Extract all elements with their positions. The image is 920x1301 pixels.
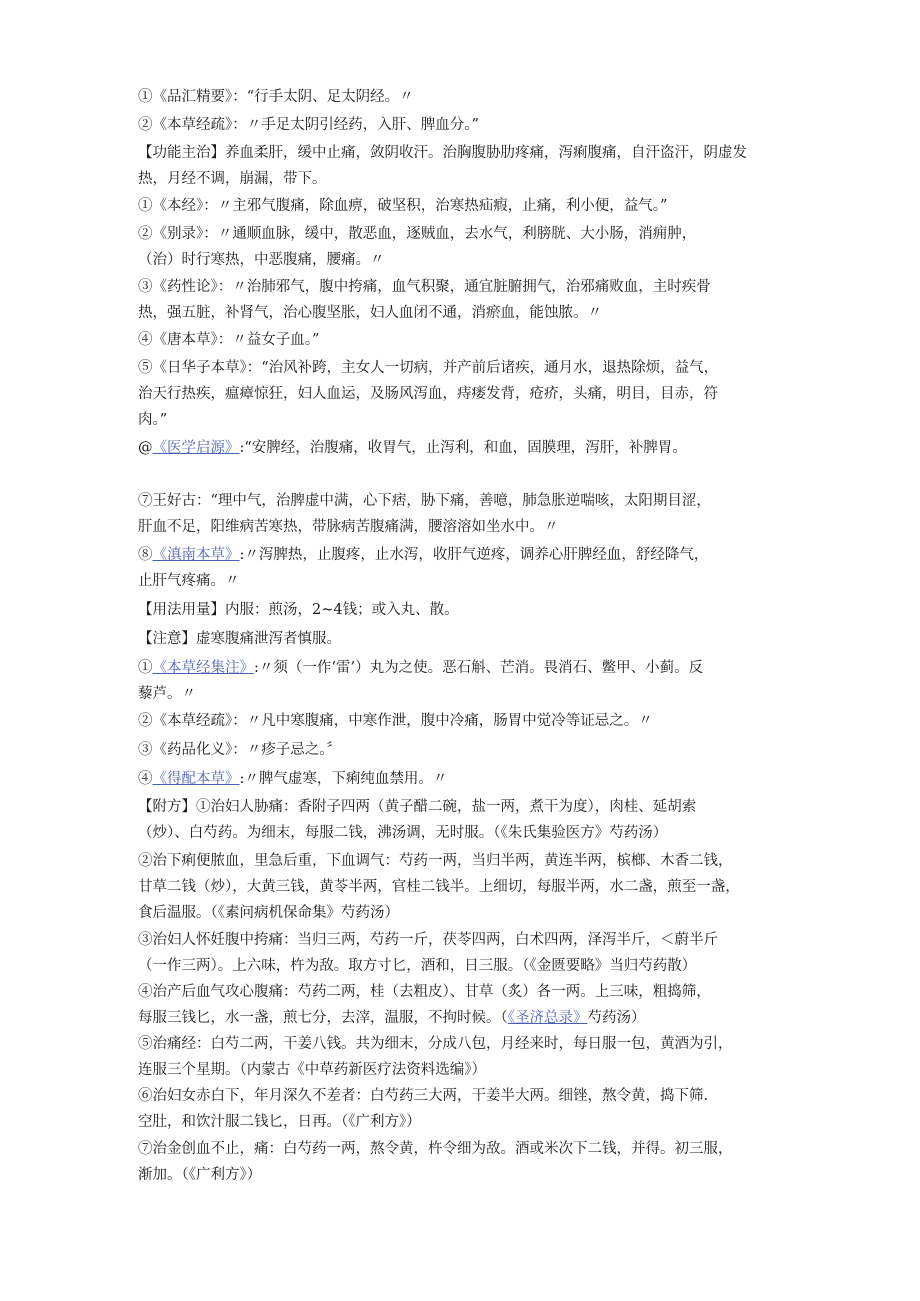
text-line: ④《唐本草》：〃益女子血。”: [138, 332, 320, 348]
text-line: ②《本草经疏》：〃手足太阴引经药，入肝、脾血分。”: [138, 117, 479, 133]
formula-4: [138, 979, 786, 1031]
formula-5: [138, 1031, 786, 1083]
quote-bencao-jingshu-contra: [138, 708, 786, 734]
text-line: ①《品汇精要》：“行手太阴、足太阴经。〃: [138, 89, 414, 105]
text-line: ③《药性论》：〃治肺邪气，腹中挎痛，血气积聚，通宜脏腑拥气，治邪痛败血，主时疾骨: [138, 279, 711, 295]
text-line: ②《本草经疏》：〃凡中寒腹痛，中寒作泄，腹中冷痛，肠胃中觉冷等证忌之。〃: [138, 713, 653, 729]
text-line: 【功能主治】养血柔肝，缓中止痛，敛阴收汗。治胸腹胁肋疼痛，泻痢腹痛，自汗盗汗，阴虚发: [138, 145, 747, 161]
text-line: ④治产后血气攻心腹痛：芍药二两，桂（去粗皮）、甘草（炙）各一两。上三味，粗捣筛，: [138, 984, 711, 1000]
quote-bencao-jingshu-meridian: [138, 112, 786, 138]
text-line: 【注意】虚寒腹痛泄泻者慎服。: [138, 631, 341, 647]
quote-bencao-jingjizhu: [138, 655, 786, 707]
text-line: 热，强五脏，补肾气，治心腹坚胀，妇人血闭不通，消瘀血，能蚀脓。〃: [138, 305, 602, 321]
text-line: ③治妇人怀妊腹中挎痛：当归三两，芍药一斤，茯苓四两，白术四两，泽泻半斤，＜蔚半斤: [138, 932, 718, 948]
text-line: ②治下痢便脓血，里急后重，下血调气：芍药一两，当归半两，黄连半两，槟榔、木香二钱，: [138, 853, 733, 869]
text-line: ③《药品化义》：〃疹子忌之。〞: [138, 742, 341, 758]
text-line: 治天行热疾，瘟瘴惊狂，妇人血运，及肠风泻血，痔瘘发背，疮疥，头痛，明目，目赤，符: [138, 386, 718, 402]
quote-tang-bencao: [138, 327, 786, 353]
text-line: 每服三钱匕，水一盏，煎七分，去滓，温服，不拘时候。（《圣济总录》芍药汤）: [138, 1010, 646, 1026]
text-line: 【用法用量】内服：煎汤，2~4钱；或入丸、散。: [138, 602, 459, 618]
section-dosage: [138, 597, 786, 623]
text-line: ⑧《滇南本草》:〃泻脾热，止腹疼，止水泻，收肝气逆疼，调养心肝脾经血，舒经降气，: [138, 547, 709, 563]
quote-rihuazi-bencao: [138, 355, 786, 433]
formula-2: [138, 848, 786, 926]
text-line: 止肝气疼痛。〃: [138, 573, 240, 589]
book-title-link[interactable]: 《滇南本草》: [152, 547, 240, 563]
text-line: ⑦王好古：“理中气，治脾虚中满，心下痞，胁下痛，善噫，肺急胀逆喘咳，太阳期目涩，: [138, 493, 711, 509]
text-line: 连服三个星期。（内蒙古《中草药新医疗法资料选编》）: [138, 1062, 486, 1078]
text-line: （炒）、白芍药。为细末，每服二钱，沸汤调，无时服。（《朱氏集验医方》芍药汤）: [138, 825, 668, 841]
quote-bielu: [138, 221, 786, 273]
text-line: （一作三两）。上六味，杵为敌。取方寸匕，酒和，日三服。（《金匮要略》当归芍药散）: [138, 958, 697, 974]
book-title-link[interactable]: 《得配本草》: [152, 771, 240, 787]
quote-diannan-bencao: [138, 542, 786, 594]
formula-3: [138, 927, 786, 979]
text-line: 甘草二钱（炒），大黄三钱，黄苓半两，官桂二钱半。上细切，每服半两，水二盏，煎至一盏，: [138, 879, 740, 895]
text-line: 热，月经不调，崩漏，带下。: [138, 171, 327, 187]
book-title-link[interactable]: 《本草经集注》: [152, 660, 254, 676]
quote-yixue-qiyuan: [138, 435, 786, 461]
text-line: 肉。”: [138, 412, 168, 428]
text-line: 肝血不足，阳维病苦寒热，带脉病苦腹痛满，腰溶溶如坐水中。〃: [138, 519, 559, 535]
formula-6: [138, 1083, 786, 1135]
quote-wang-haogu: [138, 488, 786, 540]
text-line: ⑤治痛经：白芍二两，干姜八钱。共为细末，分成八包，月经来时，每日服一包，黄酒为引，: [138, 1036, 733, 1052]
text-line: ⑤《日华子本草》：“治风补跨，主女人一切病，并产前后诸疾，通月水，退热除烦，益气，: [138, 360, 719, 376]
text-line: （治）时行寒热，中恶腹痛，腰痛。〃: [138, 252, 385, 268]
book-title-link[interactable]: 《圣济总录》: [507, 1010, 588, 1026]
formula-7: [138, 1136, 786, 1188]
text-line: ⑦治金创血不止，痛：白芍药一两，熬令黄，杵令细为敌。酒或米次下二钱，并得。初三服，: [138, 1141, 733, 1157]
text-line: ④《得配本草》:〃脾气虚寒，下痢纯血禁用。〃: [138, 771, 448, 787]
text-line: ②《别录》：〃通顺血脉，缓中，散恶血，逐贼血，去水气，利膀胱、大小肠，消痈肿，: [138, 226, 697, 242]
text-line: ①《本草经集注》:〃须（一作‘雷’）丸为之使。恶石斛、芒消。畏消石、鳖甲、小蓟。反: [138, 660, 704, 676]
text-line: 藜芦。〃: [138, 686, 196, 702]
text-line: 【附方】①治妇人胁痛：香附子四两（黄子醋二碗，盐一两，煮干为度），肉桂、延胡索: [138, 799, 697, 815]
section-cautions: [138, 626, 786, 652]
text-line: ⑥治妇女赤白下，年月深久不差者：白芍药三大两，干姜半大两。细锉，熬令黄，捣下筛.: [138, 1088, 709, 1104]
section-functions: [138, 140, 786, 192]
text-line: 空肚，和饮汁服二钱匕，日再。（《广利方》）: [138, 1114, 421, 1130]
text-line: ①《本经》：〃主邪气腹痛，除血痹，破坚积，治寒热疝瘕，止痛，利小便，益气。”: [138, 198, 668, 214]
quote-benjing: [138, 193, 786, 219]
quote-pinhui-jingyao: [138, 84, 786, 110]
quote-depei-bencao: [138, 766, 786, 792]
book-title-link[interactable]: 《医学启源》: [152, 440, 240, 456]
quote-yaoxing-lun: [138, 274, 786, 326]
text-line: 食后温服。（《素问病机保命集》芍药汤）: [138, 905, 399, 921]
text-line: @《医学启源》:“安脾经，治腹痛，收胃气，止泻利，和血，固膜理，泻肝，补脾胃。: [138, 440, 687, 456]
text-line: 渐加。（《广利方》）: [138, 1167, 262, 1183]
section-formulas: [138, 794, 786, 846]
quote-yaopin-huayi: [138, 737, 786, 763]
